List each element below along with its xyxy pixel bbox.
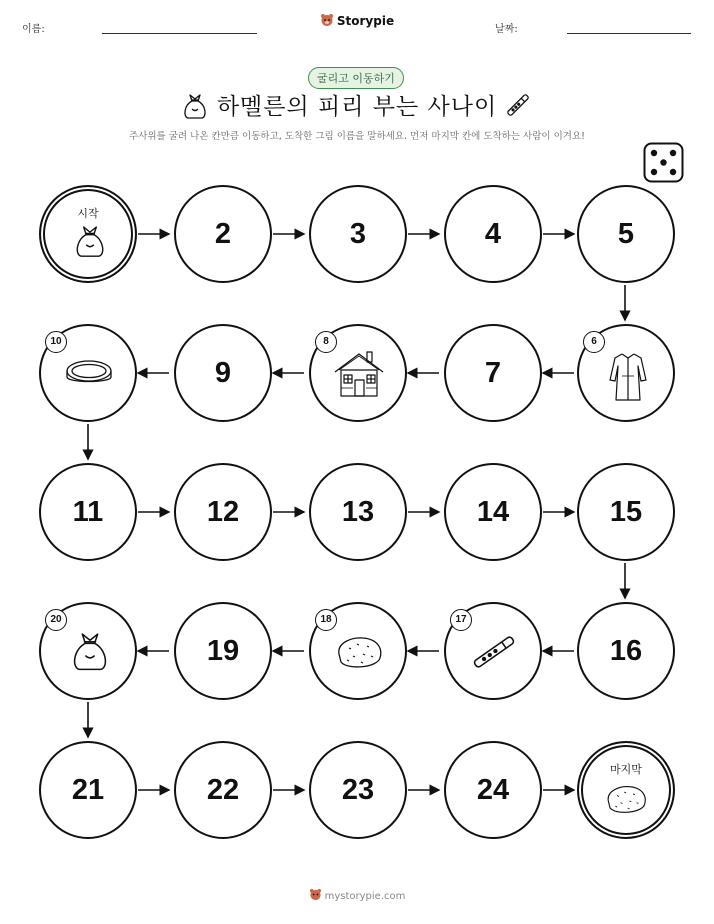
board-cell-19[interactable] (174, 602, 272, 700)
coin-icon (63, 356, 115, 396)
board-cell-12[interactable] (174, 463, 272, 561)
bread-icon (333, 634, 385, 676)
cell-number: 24 (476, 773, 510, 806)
board-cell-7[interactable] (444, 324, 542, 422)
board-cell-3[interactable] (309, 185, 407, 283)
board-cell-5[interactable] (577, 185, 675, 283)
board-cell-16[interactable] (577, 602, 675, 700)
cell-number: 19 (206, 634, 240, 667)
cell-number: 15 (609, 495, 643, 528)
bread-icon (603, 783, 649, 821)
cell-number: 3 (349, 217, 367, 250)
robe-icon (607, 350, 649, 408)
cell-number: 5 (617, 217, 635, 250)
instructions: 주사위를 굴려 나온 칸만큼 이동하고, 도착한 그림 이름을 말하세요. 먼저 마지막 칸에 도착하는 사람이 이겨요! (129, 131, 585, 142)
cell-number: 7 (484, 356, 502, 389)
cell-number: 22 (206, 773, 240, 806)
page-title: 하멜른의 피리 부는 사나이 (216, 94, 498, 120)
cell-number: 14 (476, 495, 510, 528)
footer (0, 888, 714, 904)
money-bag-icon (67, 628, 113, 678)
cell-number: 2 (214, 217, 232, 250)
house-icon (331, 348, 387, 404)
cell-number: 9 (214, 356, 232, 389)
start-label: 시작 (77, 207, 99, 220)
board-cell-4[interactable] (444, 185, 542, 283)
board-cell-15[interactable] (577, 463, 675, 561)
finish-label: 마지막 (610, 763, 642, 776)
board-cell-21[interactable] (39, 741, 137, 839)
board-cell-start[interactable] (39, 185, 137, 283)
board-cell-22[interactable] (174, 741, 272, 839)
cell-tag-17: 17 (450, 609, 472, 631)
date-label: 날짜: (495, 24, 518, 35)
cell-number: 16 (609, 634, 643, 667)
board-cell-24[interactable] (444, 741, 542, 839)
cell-number: 11 (72, 495, 104, 528)
footer-url[interactable]: mystorypie.com (324, 891, 406, 902)
money-bag-icon (71, 222, 109, 264)
brand-name: Storypie (336, 14, 395, 28)
board-cell-2[interactable] (174, 185, 272, 283)
board-cell-14[interactable] (444, 463, 542, 561)
cell-number: 21 (71, 773, 105, 806)
board-cell-finish[interactable] (577, 741, 675, 839)
mode-badge: 굴리고 이동하기 (308, 67, 404, 89)
cell-number: 4 (484, 217, 502, 250)
cell-number: 12 (206, 495, 240, 528)
bear-icon (309, 888, 322, 904)
name-label: 이름: (22, 24, 45, 35)
board-cell-11[interactable] (39, 463, 137, 561)
cell-tag-18: 18 (315, 609, 337, 631)
flute-icon (468, 626, 520, 682)
cell-tag-20: 20 (45, 609, 67, 631)
cell-tag-8: 8 (315, 331, 337, 353)
board-cell-23[interactable] (309, 741, 407, 839)
board-cell-13[interactable] (309, 463, 407, 561)
cell-number: 23 (341, 773, 375, 806)
board-cell-9[interactable] (174, 324, 272, 422)
cell-number: 13 (341, 495, 375, 528)
cell-tag-10: 10 (45, 331, 67, 353)
cell-tag-6: 6 (583, 331, 605, 353)
